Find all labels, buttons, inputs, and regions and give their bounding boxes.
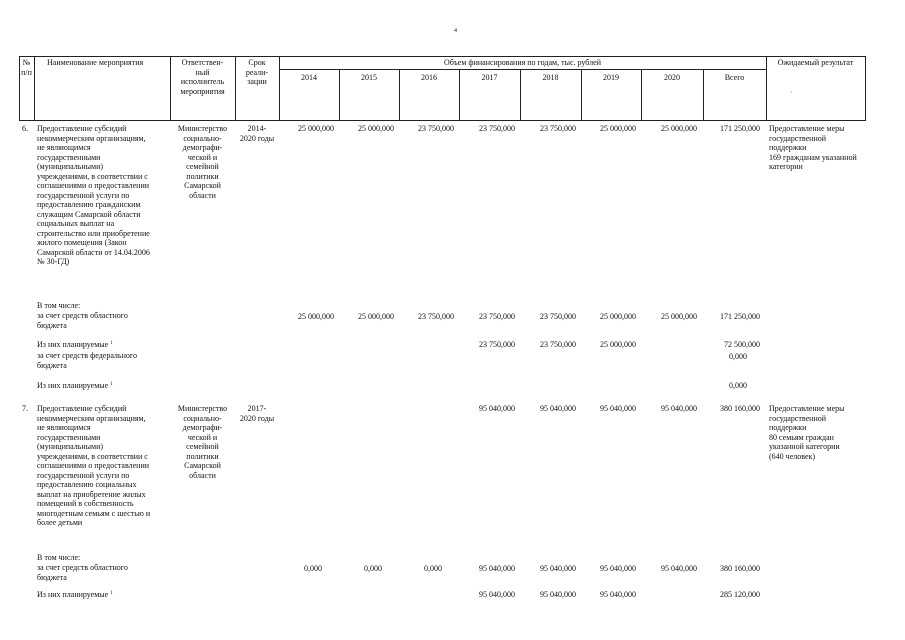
header-year-2017: 2017	[481, 73, 498, 82]
row7-result-line: государственной	[769, 413, 827, 423]
row6-federal-label	[37, 351, 137, 370]
row7-regional-2014: 0,000	[304, 564, 322, 573]
header-responsible-line: исполнитель	[180, 77, 225, 86]
row7-regional-2020: 95 040,000	[661, 564, 697, 573]
row6-planned-total: 72 500,000	[724, 340, 760, 349]
row7-name-line: предоставлению социальных	[37, 480, 137, 489]
table-top-border	[19, 56, 866, 57]
row7-name	[37, 404, 150, 528]
row7-result	[769, 404, 845, 461]
row6-name-line: государственной услуги по	[37, 190, 130, 200]
row6-responsible-line: демографи-	[182, 143, 223, 152]
header-year-2015: 2015	[361, 73, 377, 82]
row7-planned-text: Из них планируемые	[37, 590, 109, 599]
row7-regional-2015: 0,000	[364, 564, 382, 573]
row7-term-line: 2020 годы	[239, 413, 275, 423]
row7-term-line: 2017-	[247, 404, 267, 413]
row6-value-2020: 25 000,000	[661, 124, 697, 133]
row6-responsible-line: политики	[186, 171, 219, 181]
row6-responsible-line: области	[189, 190, 216, 200]
row6-regional-2017: 23 750,000	[479, 312, 515, 321]
row6-name-line: государственными	[37, 152, 101, 162]
row6-planned-2017: 23 750,000	[479, 340, 515, 349]
row6-responsible	[170, 124, 235, 200]
row7-result-line: Предоставление меры	[769, 404, 845, 413]
row7-name-line: государственными	[37, 432, 101, 442]
row6-planned-2019: 25 000,000	[600, 340, 636, 349]
row7-responsible-line: Самарской	[184, 461, 221, 470]
row6-federal-label-line: за счет средств федерального	[37, 351, 137, 360]
row6-federal-label-line: бюджета	[37, 360, 67, 370]
row6-name-line: некоммерческим организациям,	[37, 133, 146, 143]
row6-planned-text: Из них планируемые	[37, 340, 109, 349]
row6-name-line: не являющимся	[37, 143, 91, 152]
row6-value-2018: 23 750,000	[540, 124, 576, 133]
row6-responsible-line: Самарской	[184, 181, 221, 190]
row6-including: В том числе:	[37, 301, 81, 310]
row7-regional-label-line: бюджета	[37, 572, 67, 582]
row6-regional-2016: 23 750,000	[418, 312, 454, 321]
row6-value-2014: 25 000,000	[298, 124, 334, 133]
row7-name-line: соглашениями о предоставлении	[37, 461, 150, 470]
row6-name-line: № 30-ГД)	[37, 257, 70, 266]
row7-including: В том числе:	[37, 553, 81, 562]
row7-value-2020: 95 040,000	[661, 404, 697, 413]
row6-regional-2015: 25 000,000	[358, 312, 394, 321]
row6-planned2-text: Из них планируемые	[37, 381, 109, 390]
row6-result-line: государственной	[769, 133, 827, 143]
row6-result-line: 169 гражданам указанной	[769, 152, 857, 162]
row7-name-line: государственной услуги по	[37, 470, 130, 480]
row6-num: 6.	[22, 124, 28, 133]
row6-value-2017: 23 750,000	[479, 124, 515, 133]
row7-responsible-line: области	[189, 470, 216, 480]
row6-name-line: Предоставление субсидий	[37, 124, 127, 133]
row7-value-2019: 95 040,000	[600, 404, 636, 413]
row6-responsible-line: социально-	[183, 133, 222, 143]
row6-name-line: Самарской области от 14.04.2006	[37, 247, 150, 257]
row6-regional-total: 171 250,000	[720, 312, 760, 321]
row7-value-total: 380 160,000	[720, 404, 760, 413]
row6-name-line: служащим Самарской области	[37, 209, 141, 219]
row7-planned-label	[37, 590, 113, 600]
row7-num: 7.	[22, 404, 28, 413]
row7-responsible-line: политики	[186, 451, 219, 461]
row7-value-2017: 95 040,000	[479, 404, 515, 413]
row7-responsible-line: демографи-	[182, 423, 223, 432]
row6-regional-2014: 25 000,000	[298, 312, 334, 321]
header-responsible-line: мероприятия	[180, 86, 225, 96]
row7-regional-2019: 95 040,000	[600, 564, 636, 573]
row6-term-line: 2020 годы	[239, 133, 275, 143]
header-responsible-line: Ответствен-	[181, 58, 224, 67]
row6-responsible-line: ческой и	[187, 152, 218, 162]
row6-planned2-label	[37, 381, 113, 391]
row6-name-line: жилого помещения (Закон	[37, 238, 127, 247]
row6-name	[37, 124, 150, 267]
header-year-2020: 2020	[664, 73, 680, 82]
row7-responsible-line: Министерство	[177, 404, 228, 413]
row7-planned-2018: 95 040,000	[540, 590, 576, 599]
header-term	[235, 58, 279, 87]
row7-planned-2017: 95 040,000	[479, 590, 515, 599]
row7-name-line: Предоставление субсидий	[37, 404, 127, 413]
row6-federal-total: 0,000	[729, 352, 747, 361]
header-term-line: Срок	[248, 58, 266, 67]
border-right	[865, 56, 866, 121]
header-result: Ожидаемый результат	[777, 58, 854, 67]
header-year-2014: 2014	[301, 73, 317, 82]
row7-responsible	[170, 404, 235, 480]
row6-name-line: социальных выплат на	[37, 219, 115, 228]
row6-value-2019: 25 000,000	[600, 124, 636, 133]
row6-responsible-line: семейной	[186, 162, 219, 171]
row6-term-line: 2014-	[247, 124, 267, 133]
row7-name-line: не являющимся	[37, 423, 91, 432]
row7-result-line: поддержки	[769, 423, 807, 432]
header-total: Всего	[724, 73, 745, 82]
row6-value-2015: 25 000,000	[358, 124, 394, 133]
header-num	[19, 58, 34, 77]
row7-name-line: учреждениями, в соответствии с	[37, 451, 148, 461]
row6-planned-label	[37, 340, 113, 350]
row7-planned-2019: 95 040,000	[600, 590, 636, 599]
page-number-mark: 4	[454, 28, 457, 34]
header-num-line: №	[22, 58, 31, 67]
row6-value-2016: 23 750,000	[418, 124, 454, 133]
row6-name-line: предоставлению гражданским	[37, 200, 141, 209]
row6-responsible-line: Министерство	[177, 124, 228, 133]
row6-regional-label-line: бюджета	[37, 320, 67, 330]
row7-name-line: некоммерческим организациям,	[37, 413, 146, 423]
row6-value-total: 171 250,000	[720, 124, 760, 133]
row7-regional-2018: 95 040,000	[540, 564, 576, 573]
row6-result-line: поддержки	[769, 143, 807, 152]
row7-name-line: (муниципальными)	[37, 442, 104, 451]
row6-result-line: Предоставление меры	[769, 124, 845, 133]
row6-regional-2020: 25 000,000	[661, 312, 697, 321]
row7-value-2018: 95 040,000	[540, 404, 576, 413]
header-term-line: зации	[247, 77, 267, 86]
row6-name-line: учреждениями, в соответствии с	[37, 171, 148, 181]
header-funding: Объем финансирования по годам, тыс. рублей	[444, 58, 601, 67]
row7-result-line: (640 человек)	[769, 451, 816, 461]
row7-responsible-line: семейной	[186, 442, 219, 451]
row6-regional-2019: 25 000,000	[600, 312, 636, 321]
row6-regional-2018: 23 750,000	[540, 312, 576, 321]
row7-planned-total: 285 120,000	[720, 590, 760, 599]
row6-name-line: соглашениями о предоставлении	[37, 181, 150, 190]
header-responsible-line: ный	[195, 67, 210, 77]
header-bottom-border	[19, 120, 866, 121]
header-name: Наименование мероприятия	[47, 58, 144, 67]
row7-regional-2017: 95 040,000	[479, 564, 515, 573]
row6-planned-2018: 23 750,000	[540, 340, 576, 349]
header-num-line: п/п	[21, 67, 32, 77]
col-divider-num	[34, 56, 35, 121]
funding-header-divider	[279, 69, 767, 70]
row7-term	[235, 404, 279, 423]
header-term-line: реали-	[245, 67, 269, 77]
row7-name-line: многодетным семьям с шестью и	[37, 508, 151, 518]
row6-result	[769, 124, 857, 172]
row7-regional-label	[37, 563, 128, 582]
row6-regional-label-line: за счет средств областного	[37, 311, 128, 320]
header-year-2016: 2016	[421, 73, 437, 82]
row6-regional-label	[37, 311, 128, 330]
row6-planned2-footnote: 1	[110, 382, 113, 387]
header-year-2018: 2018	[542, 73, 559, 82]
row6-result-line: категории	[769, 162, 803, 171]
header-stray-mark: ·	[790, 88, 793, 97]
row7-responsible-line: социально-	[183, 413, 222, 423]
row7-name-line: помещений в собственность	[37, 499, 134, 508]
row7-name-line: более детьми	[37, 518, 83, 527]
row7-name-line: выплат на приобретение жилых	[37, 489, 146, 499]
row6-name-line: (муниципальными)	[37, 162, 104, 171]
row7-regional-2016: 0,000	[424, 564, 442, 573]
row6-name-line: строительство или приобретение	[37, 228, 150, 238]
header-year-2019: 2019	[603, 73, 619, 82]
row7-planned-footnote: 1	[110, 591, 113, 596]
row6-planned-footnote: 1	[110, 341, 113, 346]
row7-regional-label-line: за счет средств областного	[37, 563, 128, 572]
row6-term	[235, 124, 279, 143]
row7-result-line: 80 семьям граждан	[769, 432, 834, 442]
row7-responsible-line: ческой и	[187, 432, 218, 442]
row6-planned2-total: 0,000	[729, 381, 747, 390]
header-responsible	[170, 58, 235, 96]
row7-regional-total: 380 160,000	[720, 564, 760, 573]
row7-result-line: указанной категории	[769, 442, 840, 451]
